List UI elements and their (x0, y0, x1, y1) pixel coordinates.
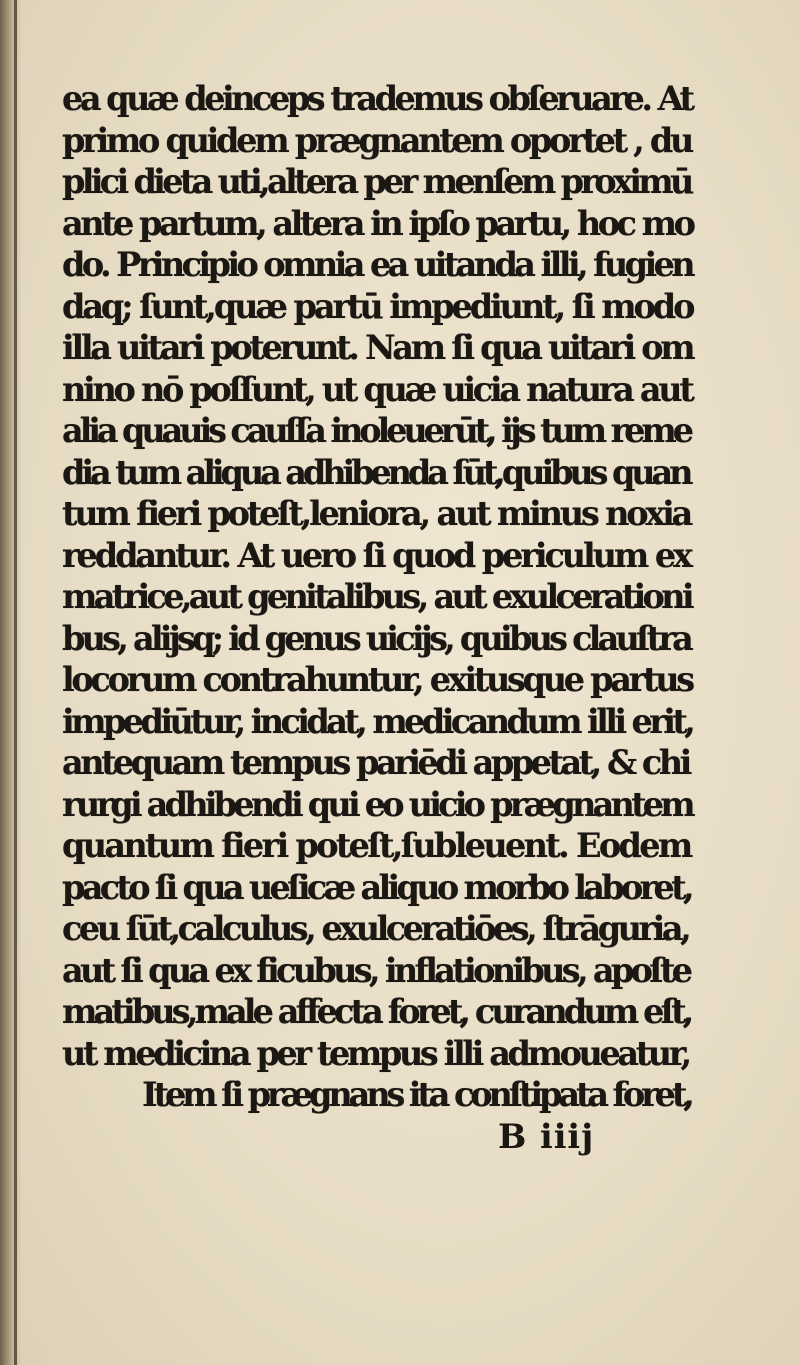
text-line-25: Item ſi prægnans ita conſtipata foret, (142, 1075, 691, 1114)
text-line-11: tum fieri poteſt,leniora, aut minus noxia (62, 494, 691, 533)
text-line-20: pacto ſi qua ueſicæ aliquo morbo laboret, (62, 867, 691, 907)
text-line-12: reddantur. At uero ſi quod periculum ex (62, 535, 690, 575)
text-line-17: antequam tempus pariēdi appetat, & chi (62, 743, 689, 782)
text-line-14: bus, alijsq; id genus uicijs, quibus clauſtra (62, 618, 691, 658)
text-line-2: primo quidem prægnantem oportet , du (62, 120, 692, 160)
text-line-22: aut ſi qua ex ficubus, inflationibus, apoſte (62, 950, 690, 990)
text-line-15: locorum contrahuntur, exitusque partus (62, 660, 692, 699)
text-line-8: nino nō poſſunt, ut quæ uicia natura aut (62, 369, 692, 409)
binding-gutter (0, 0, 22, 1365)
text-line-23: matibus,male affecta foret, curandum eſt, (62, 992, 691, 1031)
text-line-16: impediūtur, incidat, medicandum illi erit, (62, 701, 693, 741)
text-line-24: ut medicina per tempus illi admoueatur, (62, 1033, 689, 1073)
text-line-5: do. Principio omnia ea uitanda illi, fugien (62, 245, 693, 284)
text-line-1: ea quæ deinceps trademus obſeruare. At (62, 79, 692, 118)
text-line-18: rurgi adhibendi qui eo uicio prægnantem (62, 784, 692, 824)
text-block (62, 78, 692, 1157)
text-line-4: ante partum, altera in ipſo partu, hoc mo (62, 203, 693, 243)
text-line-9: alia quauis cauſſa inoleuerūt, ijs tum reme (62, 411, 690, 450)
text-line-10: dia tum aliqua adhibenda ſūt,quibus quan (62, 452, 690, 492)
signature-mark: B iiij (498, 1116, 595, 1156)
text-line-3: plici dieta uti,altera per menſem proximū (62, 162, 691, 201)
text-line-19: quantum fieri poteſt,ſubleuent. Eodem (62, 826, 691, 865)
text-line-6: daq; ſunt,quæ partū impediunt, ſi modo (62, 286, 693, 326)
binding-edge (14, 0, 17, 1365)
text-line-21: ceu ſūt,calculus, exulceratiōes, ſtrāguria, (62, 909, 689, 948)
text-line-13: matrice,aut genitalibus, aut exulcerationi (62, 577, 691, 616)
text-line-7: illa uitari poterunt. Nam ſi qua uitari om (62, 328, 693, 367)
